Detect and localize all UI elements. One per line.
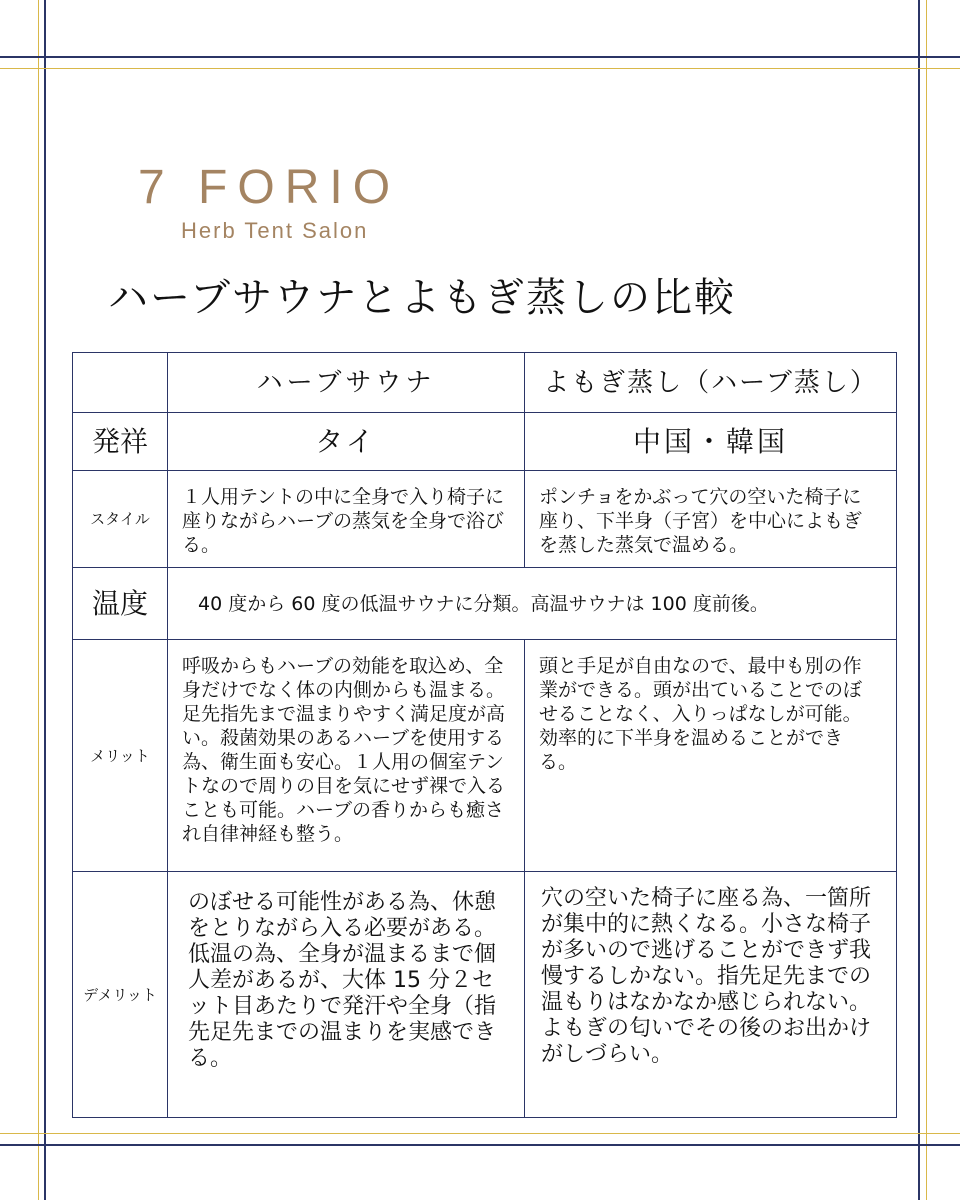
demerit-yomogi-cell: 穴の空いた椅子に座る為、一箇所が集中的に熱くなる。小さな椅子が多いので逃げることができず我慢するしかない。指先足先までの温もりはなかなか感じられない。よもぎの匂いでその後のお出かけがしづらい。 (525, 872, 897, 1118)
brand-logo: 7 FORIO (138, 161, 401, 214)
table-row-demerit (73, 872, 897, 1118)
row-label-temperature: 温度 (73, 568, 168, 640)
table-header-row (73, 353, 897, 413)
header-yomogi: よもぎ蒸し（ハーブ蒸し） (525, 353, 897, 413)
frame-line-bottom-gold (0, 1133, 960, 1134)
frame-line-top-gold (0, 68, 960, 69)
comparison-table (72, 352, 897, 1118)
header-herb-sauna: ハーブサウナ (168, 353, 525, 413)
row-label-merit: メリット (73, 640, 168, 872)
header-empty-cell (73, 353, 168, 413)
frame-line-left-gold (38, 0, 39, 1200)
row-label-origin: 発祥 (73, 413, 168, 471)
brand-tagline: Herb Tent Salon (181, 218, 369, 243)
frame-line-bottom-navy (0, 1144, 960, 1146)
row-label-style: スタイル (73, 471, 168, 568)
demerit-sauna-cell: のぼせる可能性がある為、休憩をとりながら入る必要がある。低温の為、全身が温まるまで個人差があるが、大体 15 分２セット目あたりで発汗や全身（指先足先までの温まりを実感できる。 (168, 872, 525, 1118)
origin-sauna-cell: タイ (168, 413, 525, 471)
table-row-origin (73, 413, 897, 471)
table-row-merit (73, 640, 897, 872)
origin-yomogi-cell: 中国・韓国 (525, 413, 897, 471)
page-title: ハーブサウナとよもぎ蒸しの比較 (108, 275, 736, 321)
row-label-demerit: デメリット (73, 872, 168, 1118)
frame-line-right-gold (926, 0, 927, 1200)
table-row-temperature (73, 568, 897, 640)
table-row-style (73, 471, 897, 568)
temperature-cell: 40 度から 60 度の低温サウナに分類。高温サウナは 100 度前後。 (168, 568, 897, 640)
frame-line-top-navy (0, 56, 960, 58)
merit-yomogi-cell: 頭と手足が自由なので、最中も別の作業ができる。頭が出ていることでのぼせることなく、入りっぱなしが可能。効率的に下半身を温めることができる。 (525, 640, 897, 872)
style-yomogi-cell: ポンチョをかぶって穴の空いた椅子に座り、下半身（子宮）を中心によもぎを蒸した蒸気で温める。 (525, 471, 897, 568)
style-sauna-cell: １人用テントの中に全身で入り椅子に座りながらハーブの蒸気を全身で浴びる。 (168, 471, 525, 568)
frame-line-right-navy (918, 0, 920, 1200)
frame-line-left-navy (44, 0, 46, 1200)
merit-sauna-cell: 呼吸からもハーブの効能を取込め、全身だけでなく体の内側からも温まる。足先指先まで温まりやすく満足度が高い。殺菌効果のあるハーブを使用する為、衛生面も安心。１人用の個室テントなので周りの目を気にせず裸で入ることも可能。ハーブの香りからも癒され自律神経も整う。 (168, 640, 525, 872)
